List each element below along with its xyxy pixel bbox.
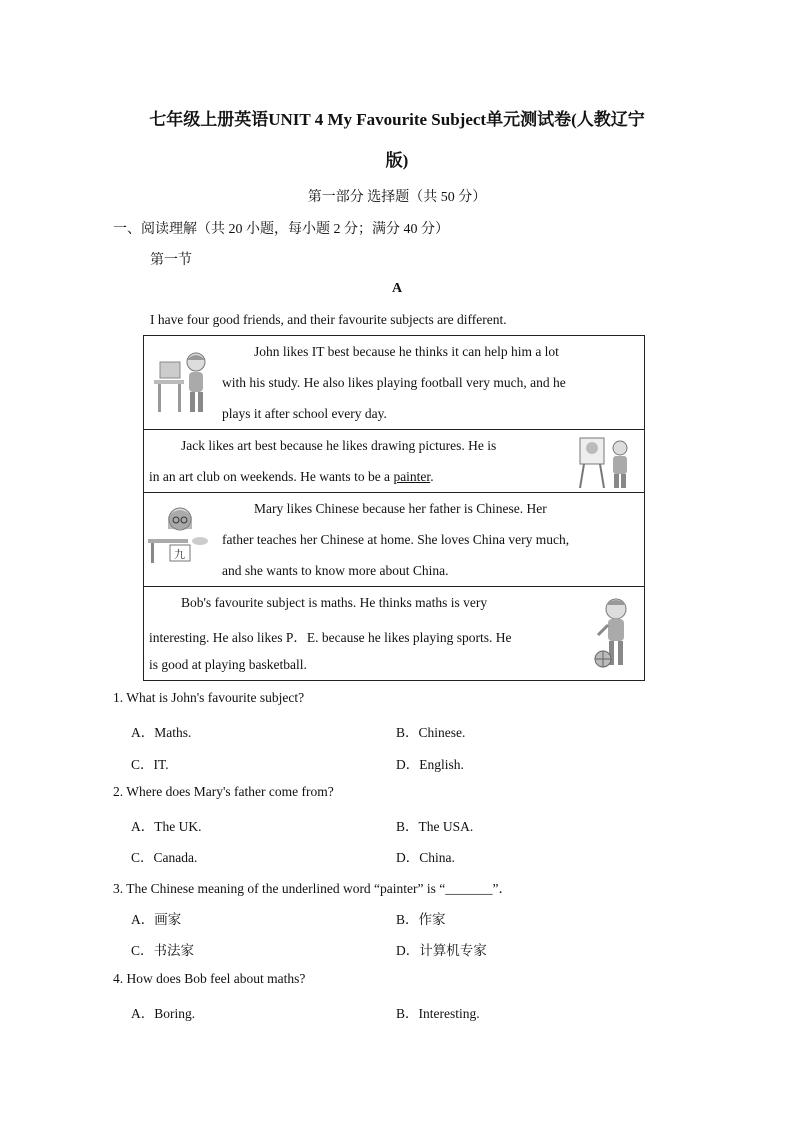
section-heading: 一、阅读理解（共 20 小题，每小题 2 分；满分 40 分） [113, 222, 449, 237]
row-bob [144, 587, 644, 680]
jack-line-1: Jack likes art best because he likes drawing pictures. He is [181, 438, 497, 453]
q1-option-b[interactable]: B．Chinese. [396, 725, 466, 740]
q1-option-d[interactable]: D．English. [396, 757, 464, 772]
row-john [144, 336, 644, 430]
subsection-heading: 第一节 [150, 253, 192, 268]
svg-text:九: 九 [174, 548, 185, 561]
jack-line-2-text: in an art club on weekends. He wants to be a [149, 469, 394, 484]
passage-label: A [391, 281, 403, 296]
girl-writing-illustration [146, 505, 212, 565]
boy-painting-illustration [576, 434, 634, 490]
q2-option-a[interactable]: A．The UK. [131, 819, 202, 834]
row-mary [144, 493, 644, 587]
john-line-3: plays it after school every day. [222, 406, 387, 421]
q3-option-c[interactable]: C．书法家 [131, 943, 195, 958]
mary-line-3: and she wants to know more about China. [222, 563, 449, 578]
mary-line-2: father teaches her Chinese at home. She loves China very much, [222, 532, 570, 547]
question-4: 4. How does Bob feel about maths? [113, 971, 306, 986]
document-title-line2: 版) [385, 151, 409, 170]
document-title-line1: 七年级上册英语UNIT 4 My Favourite Subject单元测试卷(人教辽宁 [149, 110, 645, 129]
mary-line-1: Mary likes Chinese because her father is Chinese. Her [254, 501, 547, 516]
q3-option-a[interactable]: A．画家 [131, 912, 182, 927]
question-1: 1. What is John's favourite subject? [113, 690, 305, 705]
question-2: 2. Where does Mary's father come from? [113, 784, 334, 799]
bob-line-1: Bob's favourite subject is maths. He thinks maths is very [181, 595, 488, 610]
q1-option-c[interactable]: C．IT. [131, 757, 169, 772]
row-jack [144, 430, 644, 493]
q2-option-b[interactable]: B．The USA. [396, 819, 474, 834]
question-3: 3. The Chinese meaning of the underlined word “painter” is “_______”． [113, 881, 513, 896]
friends-table [143, 335, 645, 681]
q2-option-d[interactable]: D．China. [396, 850, 455, 865]
john-line-2: with his study. He also likes playing football very much, and he [222, 375, 566, 390]
underlined-word-painter: painter [393, 469, 431, 484]
q3-option-b[interactable]: B．作家 [396, 912, 446, 927]
q4-option-b[interactable]: B．Interesting. [396, 1006, 480, 1021]
boy-basketball-illustration [594, 597, 636, 671]
passage-intro: I have four good friends, and their favourite subjects are different. [150, 312, 507, 327]
bob-line-3: is good at playing basketball. [149, 657, 307, 672]
jack-line-2 [149, 469, 434, 485]
jack-line-2-period: . [430, 469, 434, 484]
john-line-1: John likes IT best because he thinks it can help him a lot [254, 344, 559, 359]
q3-option-d[interactable]: D．计算机专家 [396, 943, 487, 958]
q4-option-a[interactable]: A．Boring. [131, 1006, 196, 1021]
q1-option-a[interactable]: A．Maths. [131, 725, 192, 740]
bob-line-2: interesting. He also likes P．E. because he likes playing sports. He [149, 630, 512, 645]
q2-option-c[interactable]: C．Canada. [131, 850, 198, 865]
part-heading: 第一部分 选择题（共 50 分） [307, 190, 487, 205]
boy-at-computer-illustration [152, 350, 214, 416]
